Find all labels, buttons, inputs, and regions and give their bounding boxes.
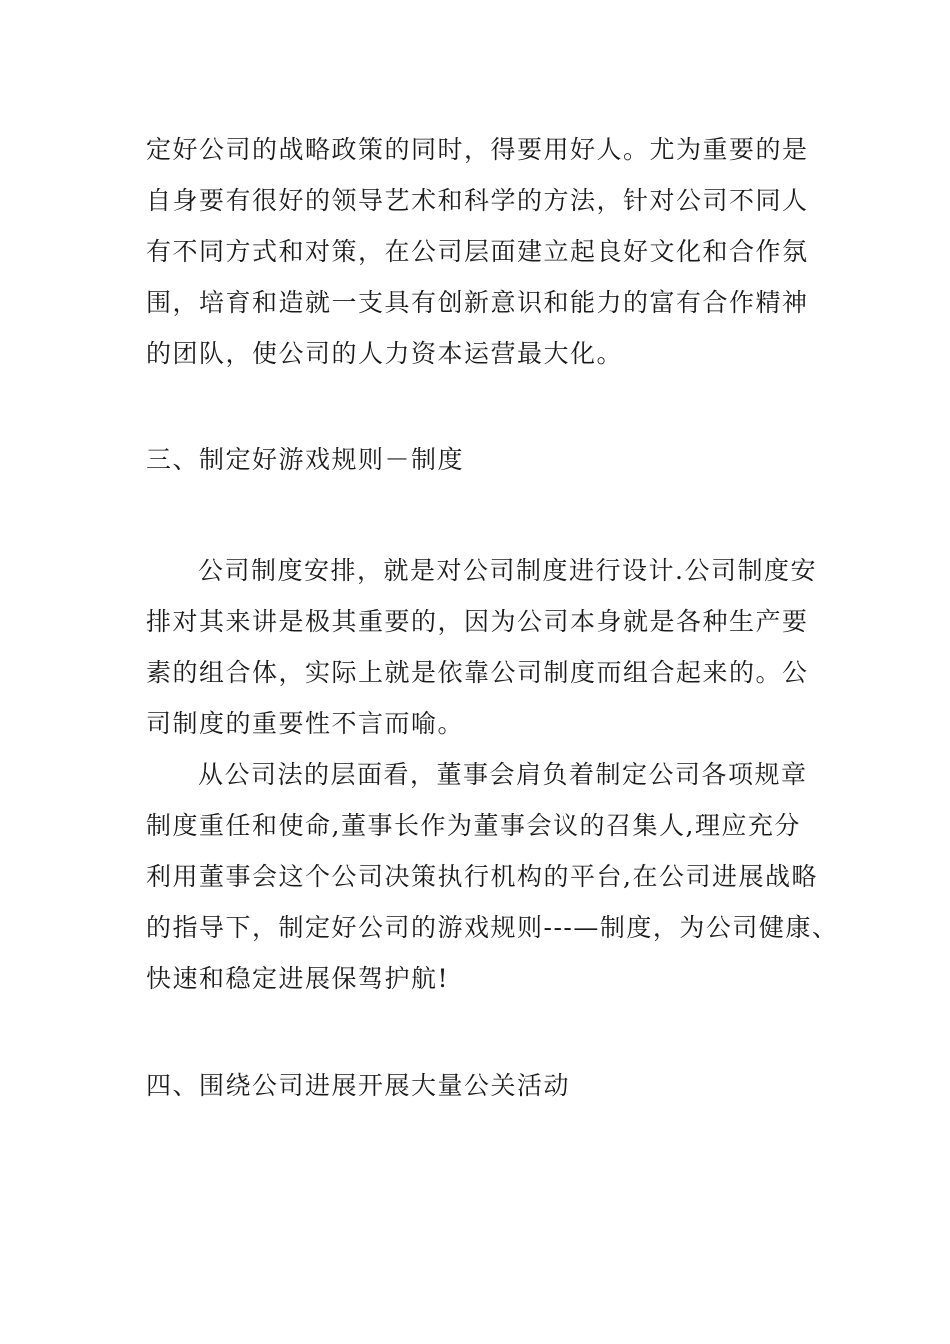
text-line: 的团队，使公司的人力资本运营最大化。 [146, 339, 624, 368]
text-line: 定好公司的战略政策的同时，得要用好人。尤为重要的是 [146, 135, 809, 164]
text-line: 围，培育和造就一支具有创新意识和能力的富有合作精神 [146, 288, 809, 317]
paragraph-system-design [146, 545, 817, 749]
paragraph-board-duty [146, 749, 839, 1004]
text-line: 有不同方式和对策，在公司层面建立起良好文化和合作氛 [146, 237, 809, 266]
section-heading-three: 三、制定好游戏规则－制度 [146, 445, 465, 474]
text-line: 利用董事会这个公司决策执行机构的平台,在公司进展战略 [146, 862, 818, 891]
text-line: 从公司法的层面看，董事会肩负着制定公司各项规章 [198, 760, 808, 789]
text-line: 快速和稳定进展保驾护航! [146, 964, 450, 993]
text-line: 素的组合体，实际上就是依靠公司制度而组合起来的。公 [146, 658, 809, 687]
text-line: 自身要有很好的领导艺术和科学的方法，针对公司不同人 [146, 186, 809, 215]
paragraph-talent [146, 124, 809, 379]
text-line: 制度重任和使命,董事长作为董事会议的召集人,理应充分 [146, 811, 801, 840]
text-line: 公司制度安排，就是对公司制度进行设计.公司制度安 [198, 556, 817, 585]
text-line: 司制度的重要性不言而喻。 [146, 709, 465, 738]
text-line: 排对其来讲是极其重要的，因为公司本身就是各种生产要 [146, 607, 809, 636]
text-line: 的指导下，制定好公司的游戏规则---—制度，为公司健康、 [146, 913, 839, 942]
section-heading-four: 四、围绕公司进展开展大量公关活动 [146, 1071, 571, 1100]
